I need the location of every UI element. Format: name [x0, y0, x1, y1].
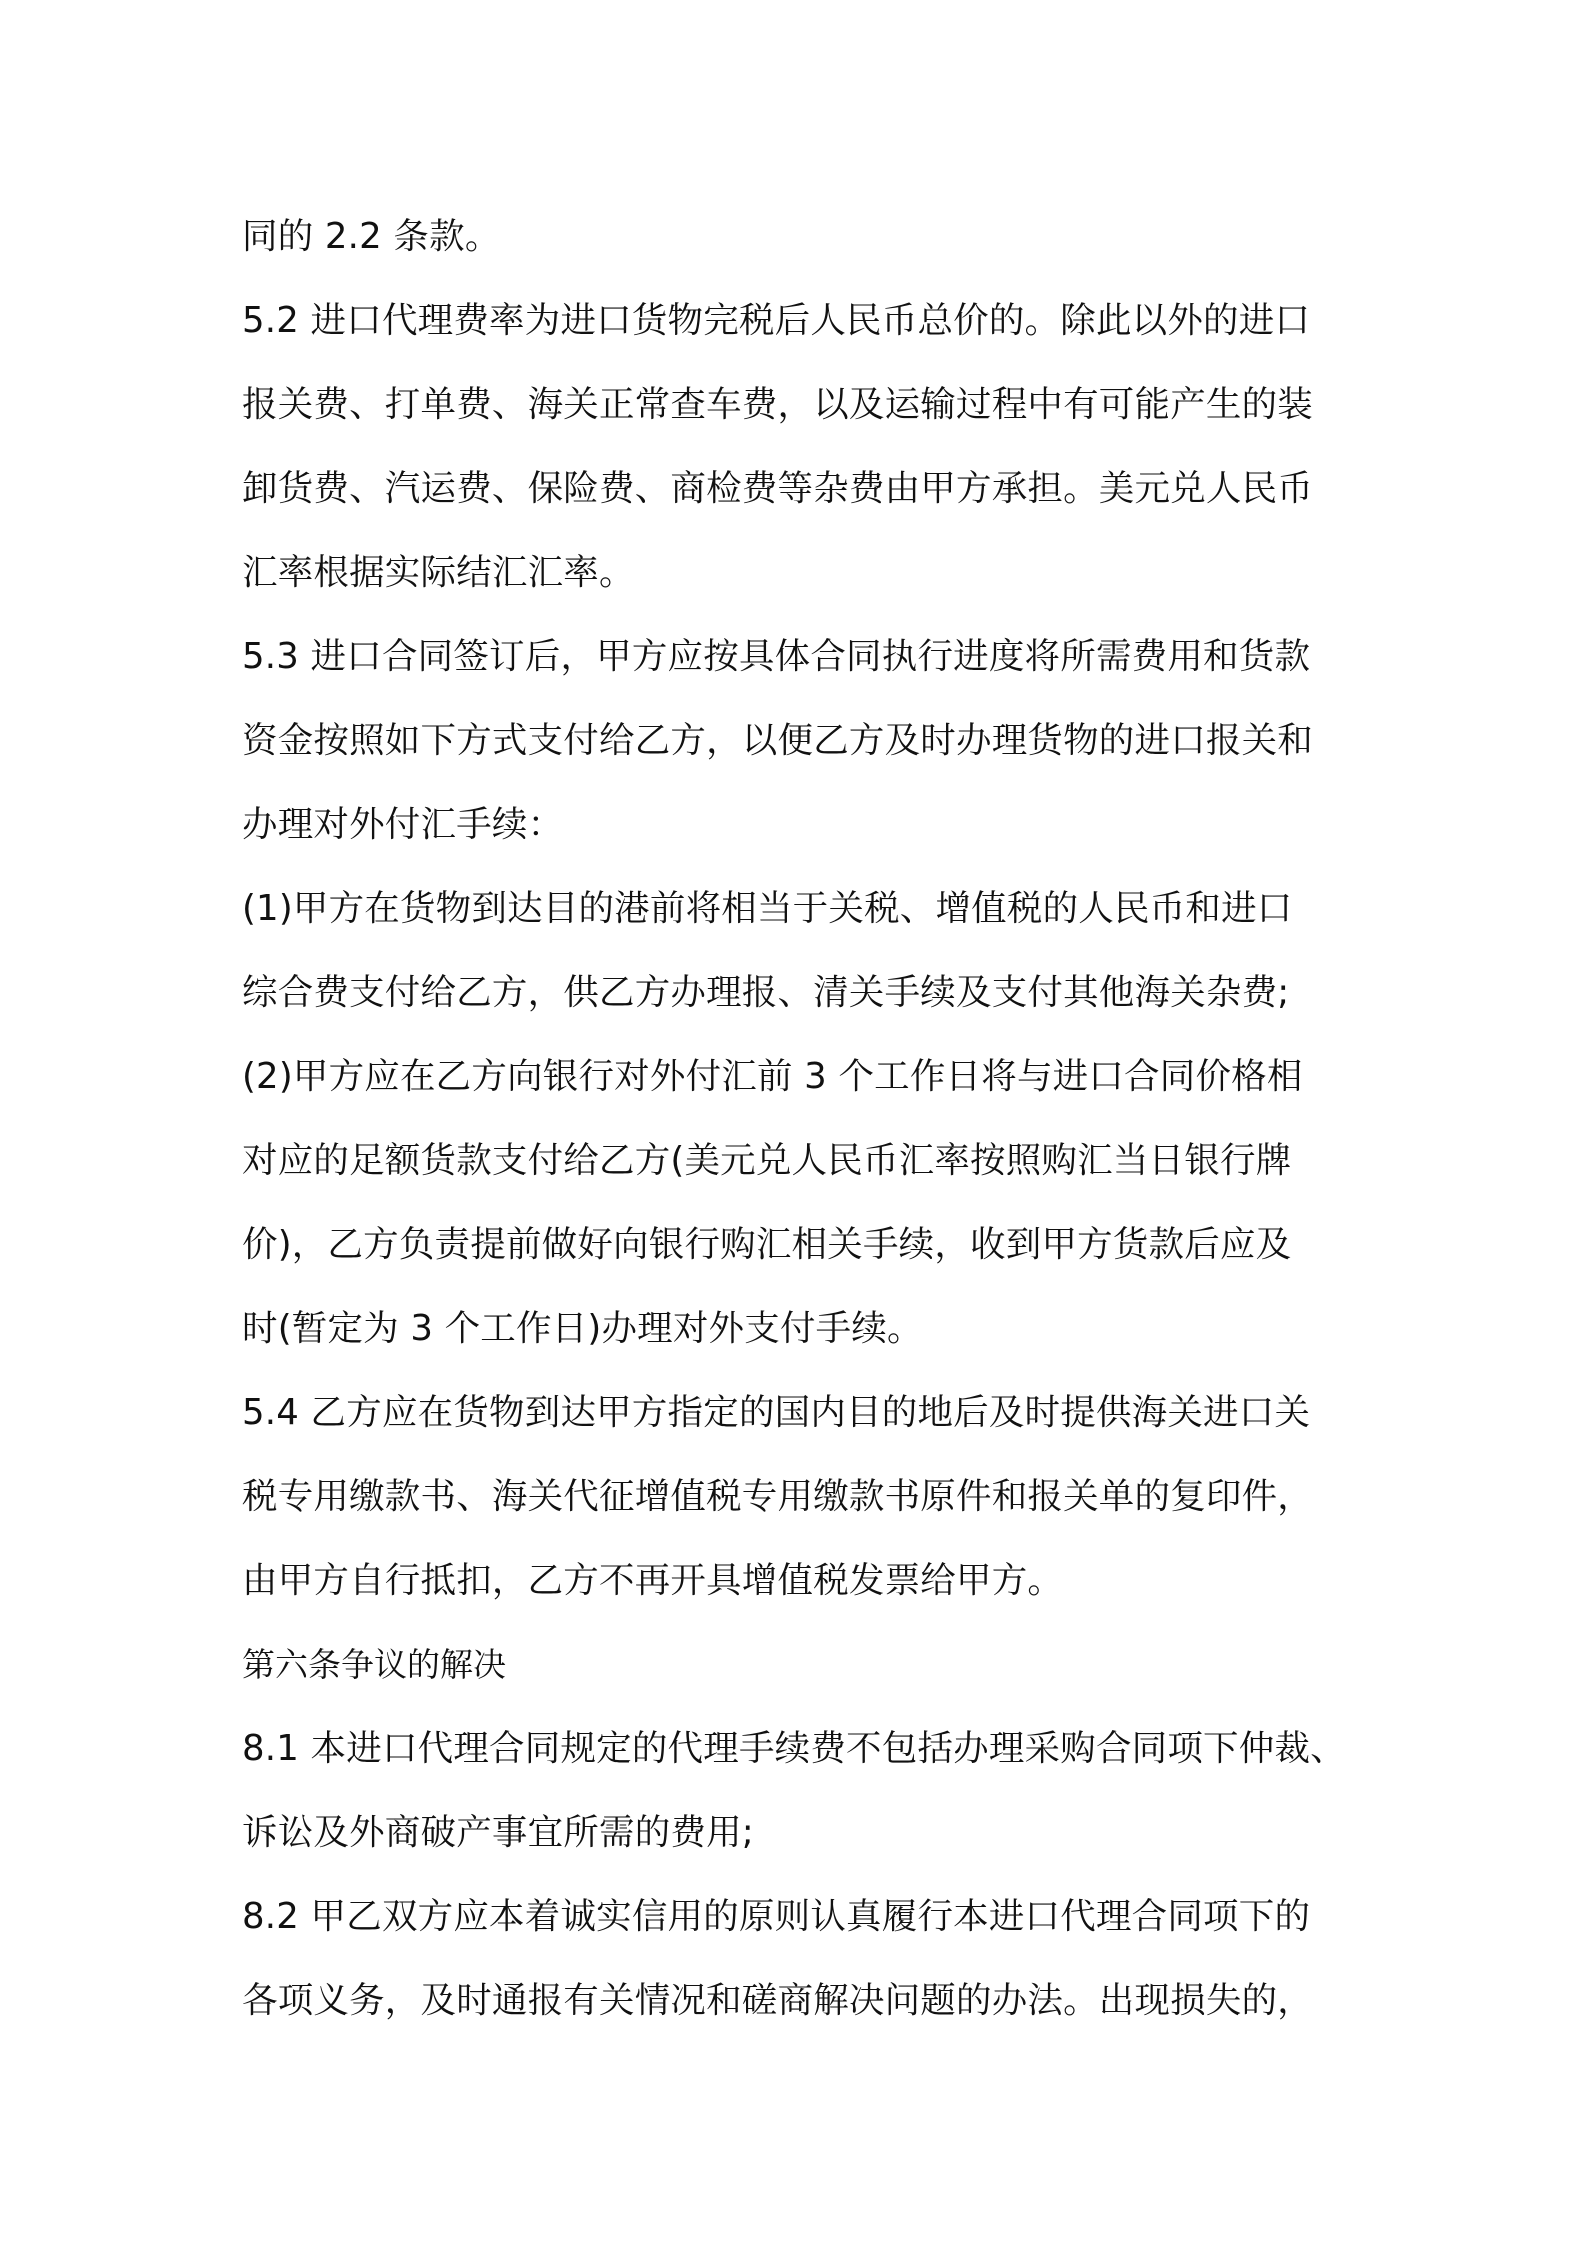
- clause-8-2: 8.2 甲乙双方应本着诚实信用的原则认真履行本进口代理合同项下的: [242, 1896, 1311, 1937]
- text-line: 报关费、打单费、海关正常查车费，以及运输过程中有可能产生的装: [242, 384, 1314, 425]
- clause-8-1: 8.1 本进口代理合同规定的代理手续费不包括办理采购合同项下仲裁、: [242, 1728, 1346, 1769]
- text-line: 各项义务，及时通报有关情况和磋商解决问题的办法。出现损失的，: [242, 1980, 1314, 2021]
- text-line: 汇率根据实际结汇汇率。: [242, 552, 635, 593]
- clause-5-2: 5.2 进口代理费率为进口货物完税后人民币总价的。除此以外的进口: [242, 300, 1311, 341]
- text-line: 卸货费、汽运费、保险费、商检费等杂费由甲方承担。美元兑人民币: [242, 468, 1314, 509]
- text-line: 时(暂定为 3 个工作日)办理对外支付手续。: [242, 1308, 923, 1349]
- clause-5-4: 5.4 乙方应在货物到达甲方指定的国内目的地后及时提供海关进口关: [242, 1392, 1311, 1433]
- section-heading-article-6: 第六条争议的解决: [242, 1645, 506, 1684]
- text-line: 对应的足额货款支付给乙方(美元兑人民币汇率按照购汇当日银行牌: [242, 1140, 1292, 1181]
- text-line: 由甲方自行抵扣，乙方不再开具增值税发票给甲方。: [242, 1560, 1064, 1601]
- text-line: 税专用缴款书、海关代征增值税专用缴款书原件和报关单的复印件，: [242, 1476, 1314, 1517]
- clause-5-3: 5.3 进口合同签订后，甲方应按具体合同执行进度将所需费用和货款: [242, 636, 1311, 677]
- text-line: 价)，乙方负责提前做好向银行购汇相关手续，收到甲方货款后应及: [242, 1224, 1292, 1265]
- text-line: 同的 2.2 条款。: [242, 216, 501, 257]
- text-line: 综合费支付给乙方，供乙方办理报、清关手续及支付其他海关杂费;: [242, 972, 1290, 1013]
- text-line: 办理对外付汇手续：: [242, 804, 564, 845]
- document-body: [242, 195, 1362, 2043]
- item-2: (2)甲方应在乙方向银行对外付汇前 3 个工作日将与进口合同价格相: [242, 1056, 1303, 1097]
- text-line: 资金按照如下方式支付给乙方，以便乙方及时办理货物的进口报关和: [242, 720, 1314, 761]
- item-1: (1)甲方在货物到达目的港前将相当于关税、增值税的人民币和进口: [242, 888, 1293, 929]
- text-line: 诉讼及外商破产事宜所需的费用;: [242, 1812, 754, 1853]
